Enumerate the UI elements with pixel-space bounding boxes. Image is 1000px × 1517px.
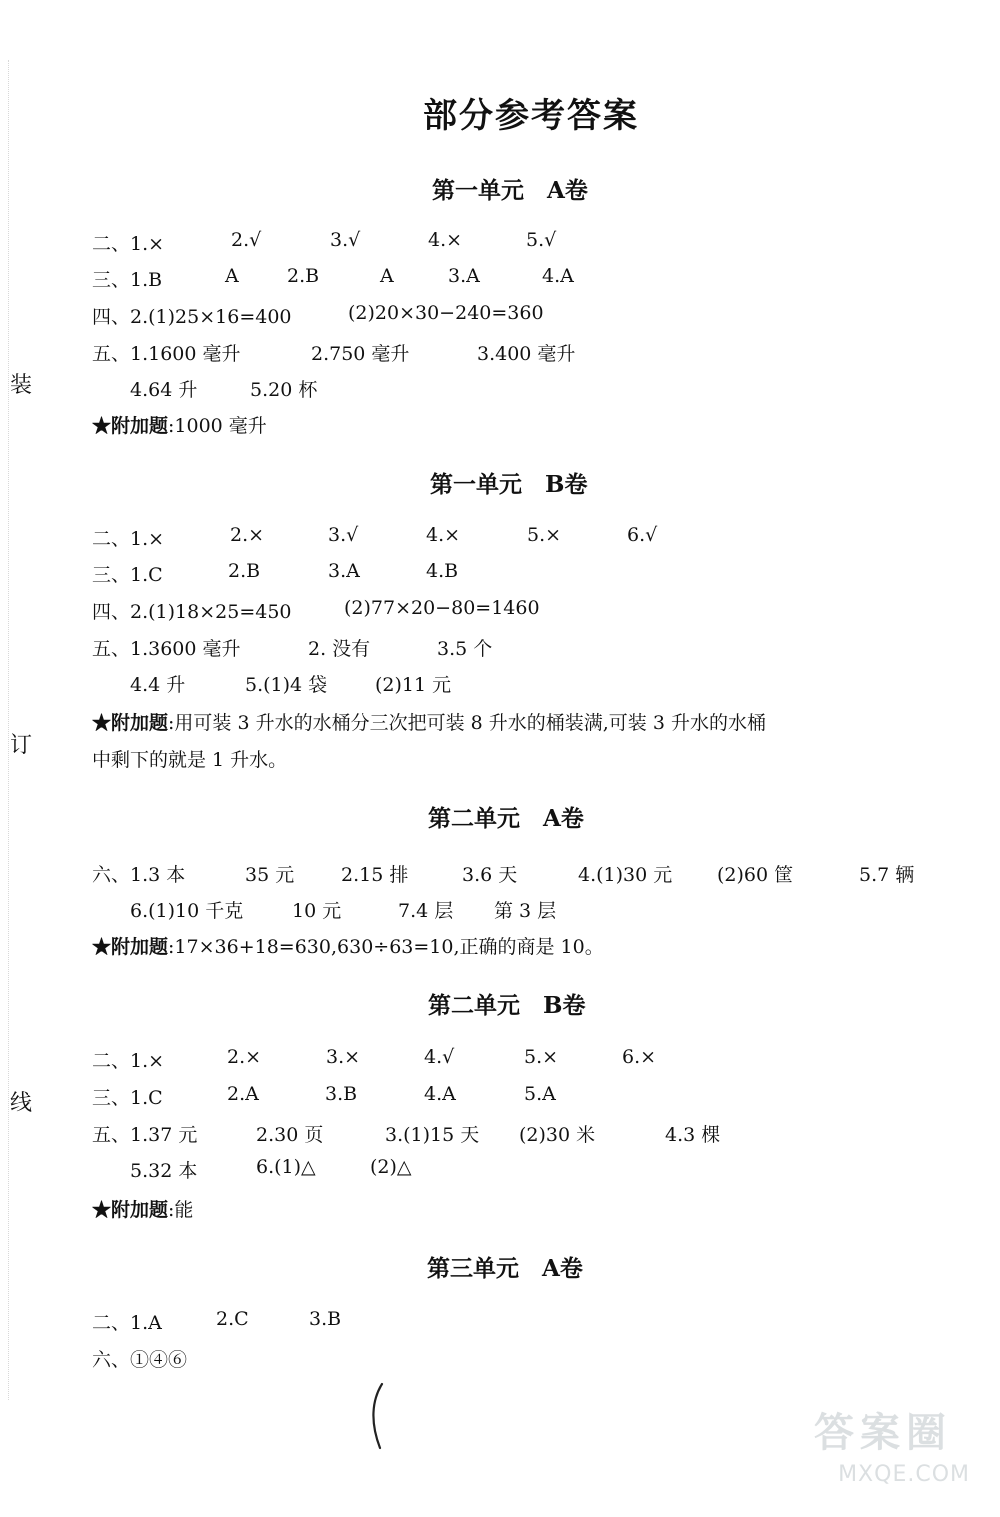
section-heading: 第二单元 A卷: [428, 805, 584, 832]
answer-item: (2)20×30−240=360: [348, 302, 544, 324]
answer-item: 六、①④⑥: [92, 1349, 188, 1371]
answer-item: 2. 没有: [308, 638, 371, 660]
answer-item: 4.B: [426, 560, 459, 582]
answer-item: 7.4 层: [398, 900, 454, 922]
page-title: 部分参考答案: [423, 96, 639, 136]
answer-item: 五、1.1600 毫升: [92, 343, 241, 365]
answer-item: 3.(1)15 天: [385, 1124, 480, 1146]
answer-line: [92, 339, 992, 365]
answer-item: 2.C: [216, 1308, 249, 1330]
answer-item: 2.×: [230, 524, 265, 546]
answer-item: 4.A: [424, 1083, 456, 1105]
answer-item: 4.3 棵: [665, 1124, 721, 1146]
answer-item: 3.400 毫升: [477, 343, 576, 365]
answer-line: [92, 1083, 992, 1109]
answer-item: 2.750 毫升: [311, 343, 410, 365]
answer-item: 5.20 杯: [250, 379, 318, 401]
answer-item: 4.√: [424, 1046, 455, 1068]
answer-line: [92, 1345, 187, 1372]
answer-item: 5.√: [526, 229, 557, 251]
watermark-text: 答案圈: [814, 1410, 952, 1456]
answer-line: [92, 860, 992, 886]
answer-item: 4.64 升: [130, 379, 198, 401]
answer-item: 2.B: [287, 265, 320, 287]
answer-item: 6.(1)10 千克: [130, 900, 244, 922]
answer-item: 3.√: [330, 229, 361, 251]
watermark-url: MXQE.COM: [838, 1462, 970, 1487]
answer-item: (2)11 元: [375, 674, 452, 696]
answer-line: [92, 560, 992, 586]
answer-line: [92, 634, 992, 660]
bonus-continuation: 中剩下的就是 1 升水。: [92, 749, 288, 771]
bonus-label: ★附加题: [92, 936, 169, 958]
answer-item: 4.(1)30 元: [578, 864, 673, 886]
answer-item: 5.32 本: [130, 1160, 198, 1182]
answer-item: 二、1.×: [92, 233, 165, 255]
answer-item: 6.×: [622, 1046, 657, 1068]
answer-item: 4.×: [428, 229, 463, 251]
answer-item: 五、1.3600 毫升: [92, 638, 241, 660]
answer-item: 四、2.(1)25×16=400: [92, 306, 292, 328]
margin-char-zhuang: 装: [10, 373, 33, 398]
answer-line: [92, 302, 992, 328]
answer-item: (2)77×20−80=1460: [344, 597, 540, 619]
bonus-answer: :1000 毫升: [168, 415, 267, 437]
answer-item: 二、1.×: [92, 528, 165, 550]
answer-item: 2.15 排: [341, 864, 409, 886]
answer-line: [130, 1156, 990, 1182]
answer-item: 4.A: [542, 265, 574, 287]
answer-item: 三、1.B: [92, 269, 163, 291]
bonus-label: ★附加题: [92, 712, 169, 734]
bonus-line: [92, 708, 766, 735]
answer-item: 2.√: [231, 229, 262, 251]
answer-line: [130, 670, 990, 696]
margin-char-xian: 线: [10, 1091, 33, 1116]
bonus-answer: :用可装 3 升水的水桶分三次把可装 8 升水的桶装满,可装 3 升水的水桶: [168, 712, 766, 734]
answer-line: [130, 375, 990, 401]
answer-line: [92, 1046, 992, 1072]
answer-item: 2.A: [227, 1083, 259, 1105]
answer-item: 6.(1)△: [256, 1156, 316, 1178]
answer-item: 3.B: [309, 1308, 342, 1330]
answer-line: [92, 229, 992, 255]
answer-item: 2.×: [227, 1046, 262, 1068]
bonus-line: [92, 411, 267, 438]
answer-item: 四、2.(1)18×25=450: [92, 601, 292, 623]
bonus-label: ★附加题: [92, 415, 169, 437]
watermark-logo: [730, 1401, 970, 1491]
section-heading: 第三单元 A卷: [427, 1255, 583, 1282]
answer-item: 2.B: [228, 560, 261, 582]
bonus-line: [92, 1195, 193, 1222]
answer-item: 5.7 辆: [859, 864, 915, 886]
binding-dotted-line: [8, 60, 9, 1400]
answer-item: 3.A: [328, 560, 360, 582]
answer-item: 三、1.C: [92, 564, 163, 586]
answer-item: 35 元: [245, 864, 295, 886]
section-heading: 第二单元 B卷: [428, 992, 586, 1019]
answer-item: 5.×: [527, 524, 562, 546]
answer-item: 5.(1)4 袋: [245, 674, 328, 696]
answer-line: [92, 597, 992, 623]
answer-item: 3.5 个: [437, 638, 493, 660]
answer-item: 4.4 升: [130, 674, 186, 696]
bonus-line: [92, 932, 604, 959]
bonus-label: ★附加题: [92, 1199, 169, 1221]
answer-item: 五、1.37 元: [92, 1124, 198, 1146]
answer-item: 3.A: [448, 265, 480, 287]
answer-item: A: [380, 265, 394, 287]
answer-item: 三、1.C: [92, 1087, 163, 1109]
answer-item: 4.×: [426, 524, 461, 546]
answer-line: [92, 1308, 992, 1334]
answer-item: 3.×: [326, 1046, 361, 1068]
answer-item: 10 元: [292, 900, 342, 922]
section-heading: 第一单元 A卷: [432, 177, 588, 204]
answer-item: 二、1.A: [92, 1312, 162, 1334]
answer-item: (2)30 米: [519, 1124, 596, 1146]
answer-item: 5.A: [524, 1083, 556, 1105]
answer-item: (2)60 筐: [717, 864, 794, 886]
answer-item: 3.6 天: [462, 864, 518, 886]
answer-item: 2.30 页: [256, 1124, 324, 1146]
margin-char-ding: 订: [10, 733, 33, 758]
answer-line: [92, 524, 992, 550]
answer-item: 6.√: [627, 524, 658, 546]
answer-item: (2)△: [370, 1156, 412, 1178]
answer-item: 3.√: [328, 524, 359, 546]
answer-item: 3.B: [325, 1083, 358, 1105]
answer-line: [130, 896, 990, 922]
pen-stroke-mark: [360, 1382, 390, 1452]
bonus-answer: :能: [168, 1199, 194, 1221]
answer-item: 二、1.×: [92, 1050, 165, 1072]
answer-line: [92, 265, 992, 291]
answer-item: A: [225, 265, 239, 287]
answer-item: 第 3 层: [494, 900, 557, 922]
section-heading: 第一单元 B卷: [430, 471, 588, 498]
answer-item: 六、1.3 本: [92, 864, 186, 886]
answer-line: [92, 1120, 992, 1146]
bonus-answer: :17×36+18=630,630÷63=10,正确的商是 10。: [168, 936, 604, 958]
answer-item: 5.×: [524, 1046, 559, 1068]
